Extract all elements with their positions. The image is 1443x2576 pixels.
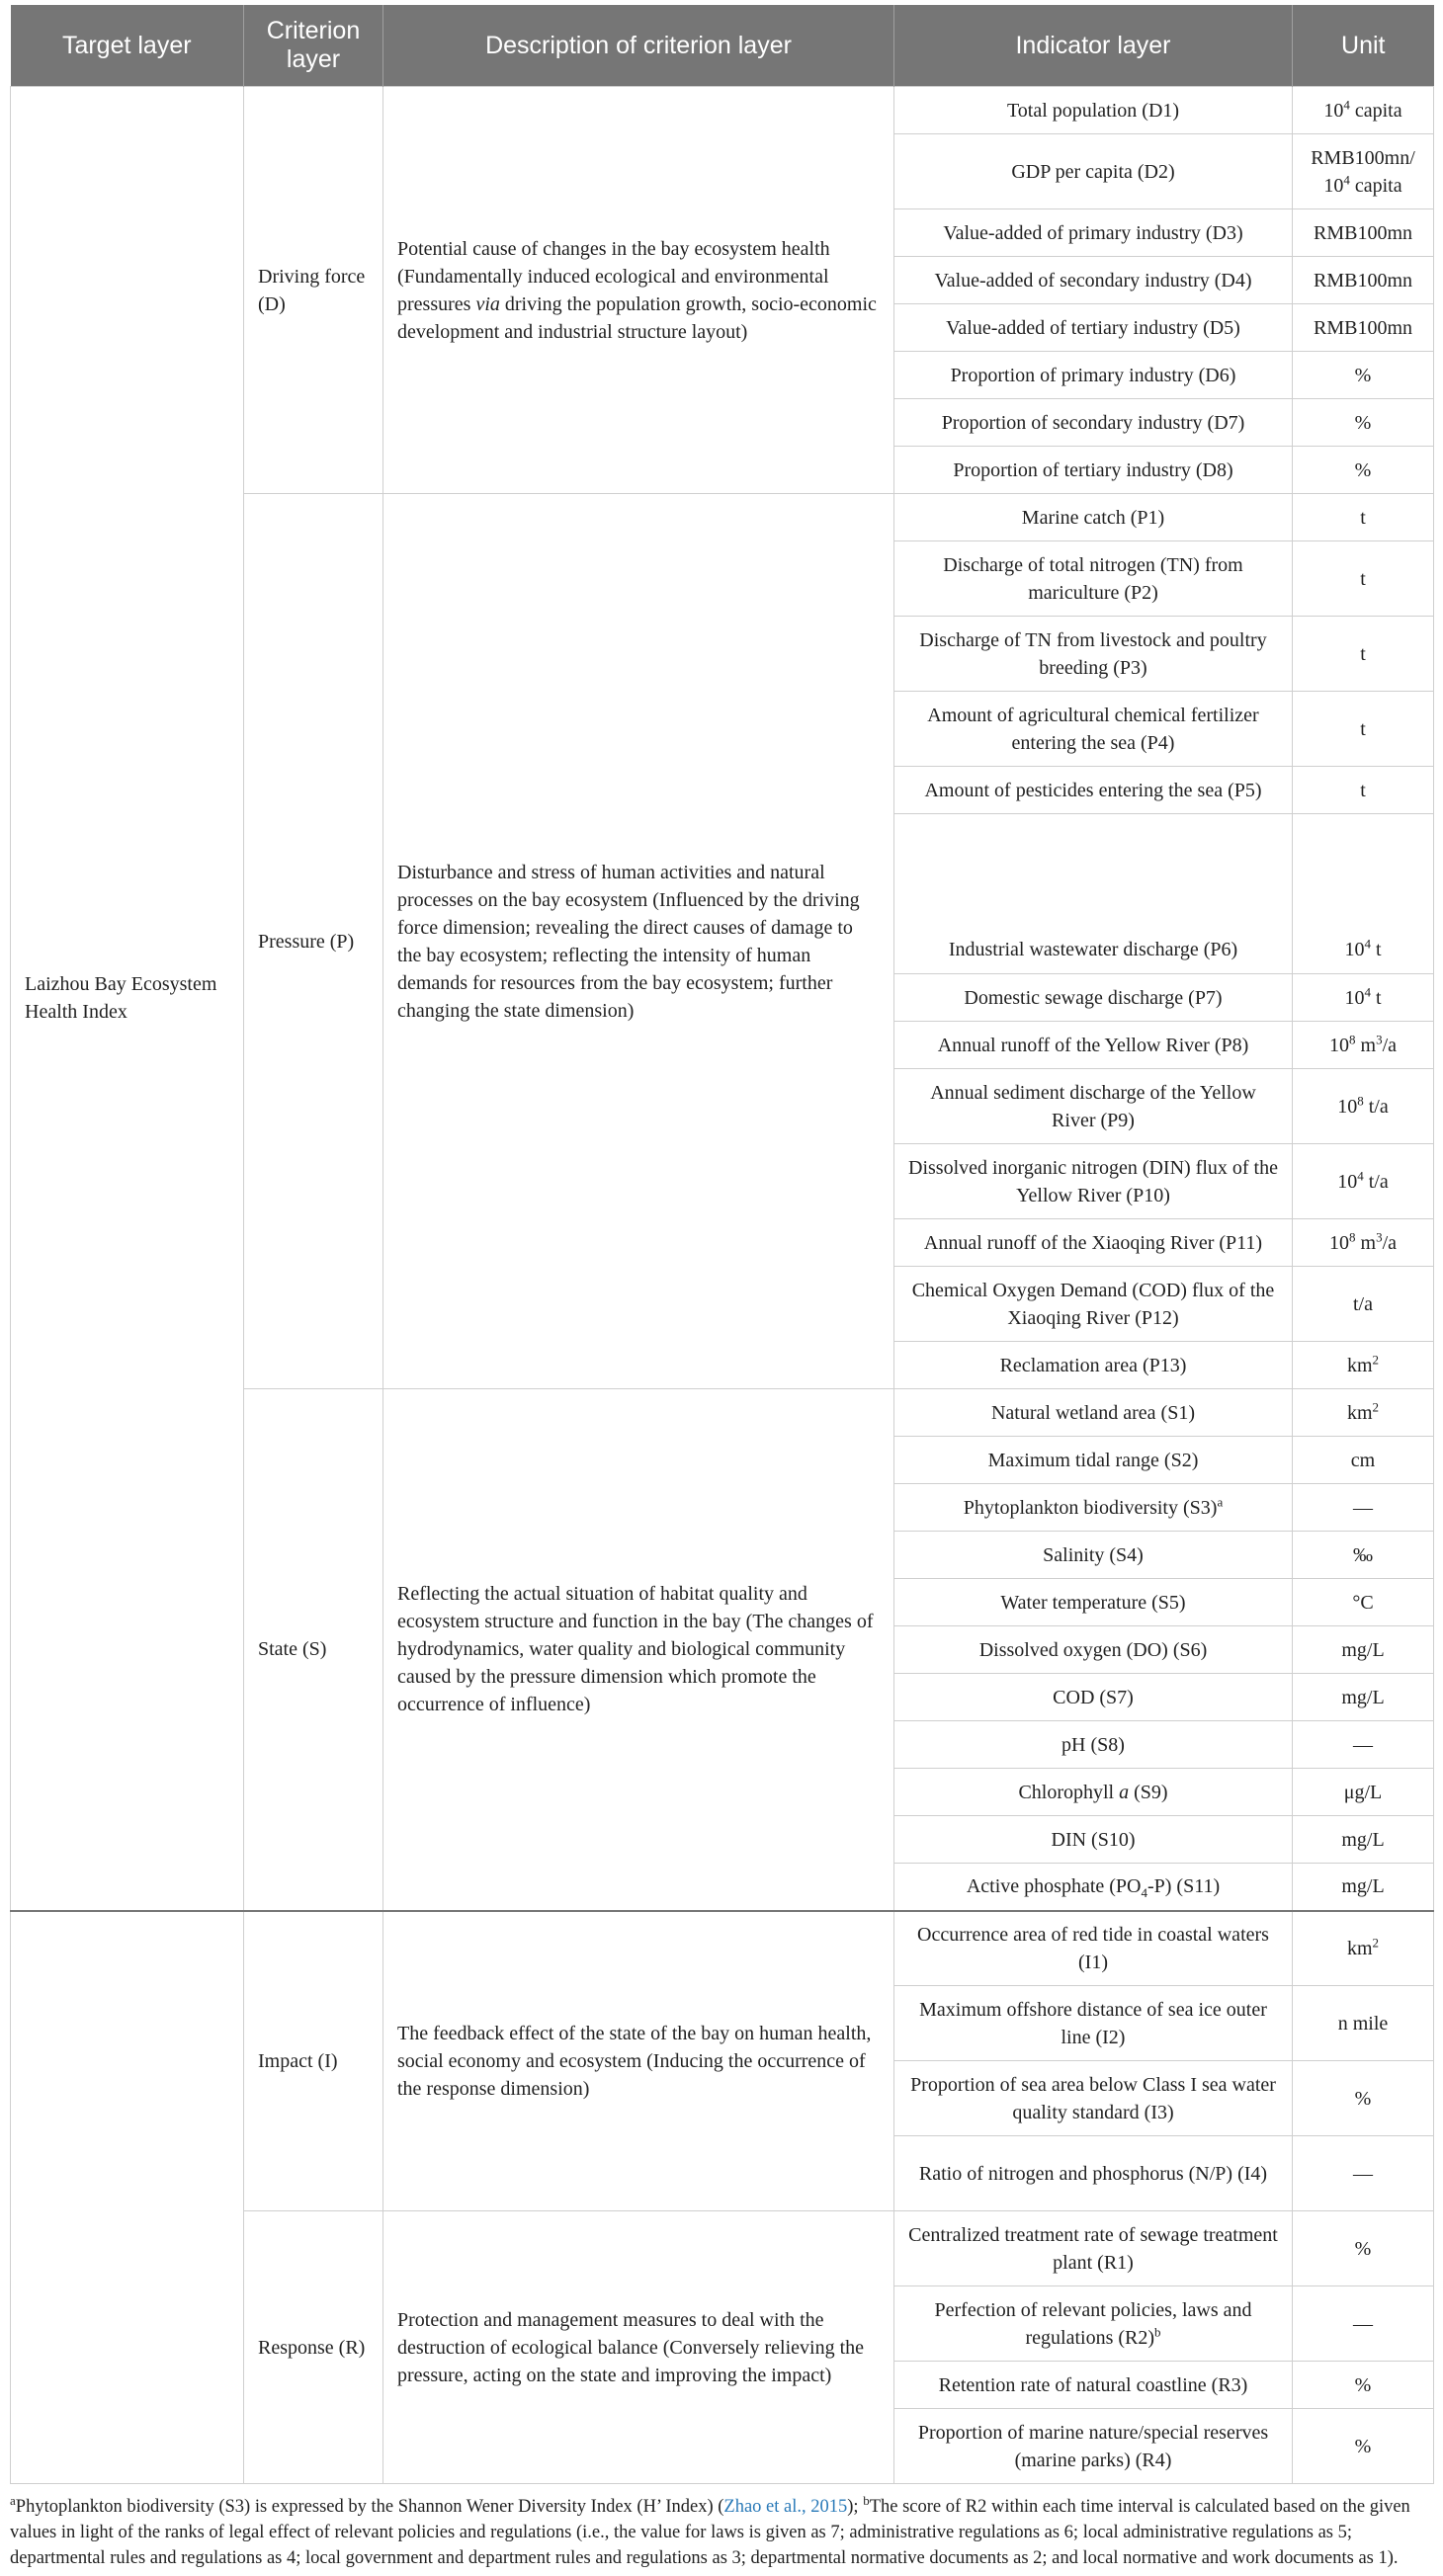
indicator-i2: Maximum offshore distance of sea ice outer line (I2) xyxy=(894,1986,1293,2061)
indicator-s2: Maximum tidal range (S2) xyxy=(894,1437,1293,1484)
unit-p9: $10^8$ t/a xyxy=(1293,1069,1434,1144)
unit-p4: t xyxy=(1293,692,1434,767)
unit-s6: mg/L xyxy=(1293,1626,1434,1674)
unit-d7: % xyxy=(1293,399,1434,447)
unit-i4: — xyxy=(1293,2136,1434,2211)
indicator-d6: Proportion of primary industry (D6) xyxy=(894,352,1293,399)
header-criterion: Criterion layer xyxy=(244,5,383,87)
unit-r1: % xyxy=(1293,2211,1434,2286)
unit-d5: RMB100mn xyxy=(1293,304,1434,352)
indicator-s6: Dissolved oxygen (DO) (S6) xyxy=(894,1626,1293,1674)
unit-d3: RMB100mn xyxy=(1293,209,1434,257)
indicator-s8: pH (S8) xyxy=(894,1721,1293,1769)
indicator-s10: DIN (S10) xyxy=(894,1816,1293,1864)
footnote-a-marker: a xyxy=(10,2492,16,2508)
indicator-d3: Value-added of primary industry (D3) xyxy=(894,209,1293,257)
target-cell-empty xyxy=(11,1911,244,2484)
unit-p13: $km^2$ xyxy=(1293,1342,1434,1389)
unit-r3: % xyxy=(1293,2362,1434,2409)
indicator-r1: Centralized treatment rate of sewage treatment plant (R1) xyxy=(894,2211,1293,2286)
description-pressure: Disturbance and stress of human activities and natural processes on the bay ecosystem (Influenced by the driving force dimension; revealing the direct causes of damage to the bay ecosystem; reflecting the intensity of human demands for resources from the bay ecosystem; further changing the state dimension) xyxy=(383,494,894,1389)
description-response: Protection and management measures to deal with the destruction of ecological balance (Conversely relieving the pressure, acting on the state and improving the impact) xyxy=(383,2211,894,2484)
indicator-p6: Industrial wastewater discharge (P6) xyxy=(894,814,1293,974)
unit-r4: % xyxy=(1293,2409,1434,2484)
header-target: Target layer xyxy=(11,5,244,87)
indicator-p2: Discharge of total nitrogen (TN) from mariculture (P2) xyxy=(894,541,1293,617)
indicator-d8: Proportion of tertiary industry (D8) xyxy=(894,447,1293,494)
unit-s3: — xyxy=(1293,1484,1434,1532)
footnote-b-marker: b xyxy=(863,2492,870,2508)
unit-s10: mg/L xyxy=(1293,1816,1434,1864)
indicator-i4: Ratio of nitrogen and phosphorus (N/P) (I4) xyxy=(894,2136,1293,2211)
description-impact: The feedback effect of the state of the bay on human health, social economy and ecosystem (Inducing the occurrence of the response dimension) xyxy=(383,1911,894,2211)
indicator-d5: Value-added of tertiary industry (D5) xyxy=(894,304,1293,352)
description-driving: Potential cause of changes in the bay ecosystem health (Fundamentally induced ecological and environmental pressures via driving the population growth, socio-economic development and industrial structure layout) xyxy=(383,87,894,494)
header-unit: Unit xyxy=(1293,5,1434,87)
footnote-a-text: Phytoplankton biodiversity (S3) is expressed by the Shannon Wener Diversity Index (H’ Index) ( xyxy=(15,2497,724,2517)
unit-d8: % xyxy=(1293,447,1434,494)
indicator-s11: Active phosphate $(PO_4-P)$ (S11) xyxy=(894,1864,1293,1911)
criterion-driving: Driving force (D) xyxy=(244,87,383,494)
description-state: Reflecting the actual situation of habitat quality and ecosystem structure and function in the bay (The changes of hydrodynamics, water quality and biological community caused by the pressure dimension which promote the occurrence of influence) xyxy=(383,1389,894,1911)
footnote-reference-link[interactable]: Zhao et al., 2015 xyxy=(723,2497,848,2517)
criterion-response: Response (R) xyxy=(244,2211,383,2484)
indicator-p3: Discharge of TN from livestock and poultry breeding (P3) xyxy=(894,617,1293,692)
header-description: Description of criterion layer xyxy=(383,5,894,87)
indicator-p13: Reclamation area (P13) xyxy=(894,1342,1293,1389)
header-row xyxy=(11,5,1434,87)
indicator-r3: Retention rate of natural coastline (R3) xyxy=(894,2362,1293,2409)
indicator-s5: Water temperature (S5) xyxy=(894,1579,1293,1626)
indicator-s3: Phytoplankton biodiversity $(S3)^a$ xyxy=(894,1484,1293,1532)
indicator-s7: COD (S7) xyxy=(894,1674,1293,1721)
indicator-i1: Occurrence area of red tide in coastal waters (I1) xyxy=(894,1911,1293,1986)
indicator-p9: Annual sediment discharge of the Yellow River (P9) xyxy=(894,1069,1293,1144)
unit-d4: RMB100mn xyxy=(1293,257,1434,304)
unit-s4: ‰ xyxy=(1293,1532,1434,1579)
indicator-p12: Chemical Oxygen Demand (COD) flux of the Xiaoqing River (P12) xyxy=(894,1267,1293,1342)
indicator-s1: Natural wetland area (S1) xyxy=(894,1389,1293,1437)
indicator-p11: Annual runoff of the Xiaoqing River (P11) xyxy=(894,1219,1293,1267)
unit-i3: % xyxy=(1293,2061,1434,2136)
unit-s11: mg/L xyxy=(1293,1864,1434,1911)
unit-d6: % xyxy=(1293,352,1434,399)
unit-i1: $km^2$ xyxy=(1293,1911,1434,1986)
unit-p6: $10^4$ t xyxy=(1293,814,1434,974)
indicator-d4: Value-added of secondary industry (D4) xyxy=(894,257,1293,304)
header-indicator: Indicator layer xyxy=(894,5,1293,87)
unit-p10: $10^4$ t/a xyxy=(1293,1144,1434,1219)
indicator-i3: Proportion of sea area below Class I sea water quality standard (I3) xyxy=(894,2061,1293,2136)
unit-p3: t xyxy=(1293,617,1434,692)
unit-s7: mg/L xyxy=(1293,1674,1434,1721)
unit-r2: — xyxy=(1293,2286,1434,2362)
indicator-p4: Amount of agricultural chemical fertilizer entering the sea (P4) xyxy=(894,692,1293,767)
criterion-impact: Impact (I) xyxy=(244,1911,383,2211)
unit-s5: °C xyxy=(1293,1579,1434,1626)
target-cell: Laizhou Bay Ecosystem Health Index xyxy=(11,87,244,1911)
unit-p7: $10^4$ t xyxy=(1293,974,1434,1022)
unit-s8: — xyxy=(1293,1721,1434,1769)
indicator-p7: Domestic sewage discharge (P7) xyxy=(894,974,1293,1022)
table-row xyxy=(11,1911,1434,1986)
indicator-table xyxy=(10,5,1434,2484)
unit-p5: t xyxy=(1293,767,1434,814)
unit-p8: $10^8$ $m^3/a$ xyxy=(1293,1022,1434,1069)
indicator-d7: Proportion of secondary industry (D7) xyxy=(894,399,1293,447)
unit-d1: $10^4$ capita xyxy=(1293,87,1434,134)
criterion-state: State (S) xyxy=(244,1389,383,1911)
indicator-p1: Marine catch (P1) xyxy=(894,494,1293,541)
unit-i2: n mile xyxy=(1293,1986,1434,2061)
indicator-s4: Salinity (S4) xyxy=(894,1532,1293,1579)
indicator-s9: Chlorophyll a (S9) xyxy=(894,1769,1293,1816)
indicator-d1: Total population (D1) xyxy=(894,87,1293,134)
indicator-p5: Amount of pesticides entering the sea (P5) xyxy=(894,767,1293,814)
unit-p1: t xyxy=(1293,494,1434,541)
unit-p11: $10^8$ $m^3/a$ xyxy=(1293,1219,1434,1267)
unit-s1: $km^2$ xyxy=(1293,1389,1434,1437)
table-row xyxy=(11,87,1434,134)
footnote-b-text: The score of R2 within each time interval is calculated based on the given values in light of the ranks of legal effect of relevant policies and regulations (i.e., the value for laws is given as 7; administrative regulations as 6; local administrative regulations as 5; departmental rules and regulations as 4; local government and department rules and regulations as 3; departmental normative documents as 2; and local normative and work documents as 1). xyxy=(10,2497,1410,2568)
indicator-r4: Proportion of marine nature/special reserves (marine parks) (R4) xyxy=(894,2409,1293,2484)
criterion-pressure: Pressure (P) xyxy=(244,494,383,1389)
indicator-p8: Annual runoff of the Yellow River (P8) xyxy=(894,1022,1293,1069)
indicator-d2: GDP per capita (D2) xyxy=(894,134,1293,209)
unit-p12: t/a xyxy=(1293,1267,1434,1342)
indicator-r2: Perfection of relevant policies, laws and regulations $(R2)^b$ xyxy=(894,2286,1293,2362)
unit-s2: cm xyxy=(1293,1437,1434,1484)
table-footnote: $^a$Phytoplankton biodiversity (S3) is expressed by the Shannon Wener Diversity Index (H’ Index) (Zhao et al., 2015); $^b$The score of R2 within each time interval is calculated based on the given values in light of the ranks of legal effect of relevant policies and regulations (i.e., the value for laws is given as 7; administrative regulations as 6; local administrative regulations as 5; departmental rules and regulations as 4; local government and department rules and regulations as 3; departmental normative documents as 2; and local normative and work documents as 1). xyxy=(10,2492,1410,2568)
indicator-p10: Dissolved inorganic nitrogen (DIN) flux of the Yellow River (P10) xyxy=(894,1144,1293,1219)
table-container xyxy=(10,5,1433,2571)
unit-s9: μg/L xyxy=(1293,1769,1434,1816)
unit-p2: t xyxy=(1293,541,1434,617)
unit-d2: RMB100mn/ $10^4$ capita xyxy=(1293,134,1434,209)
